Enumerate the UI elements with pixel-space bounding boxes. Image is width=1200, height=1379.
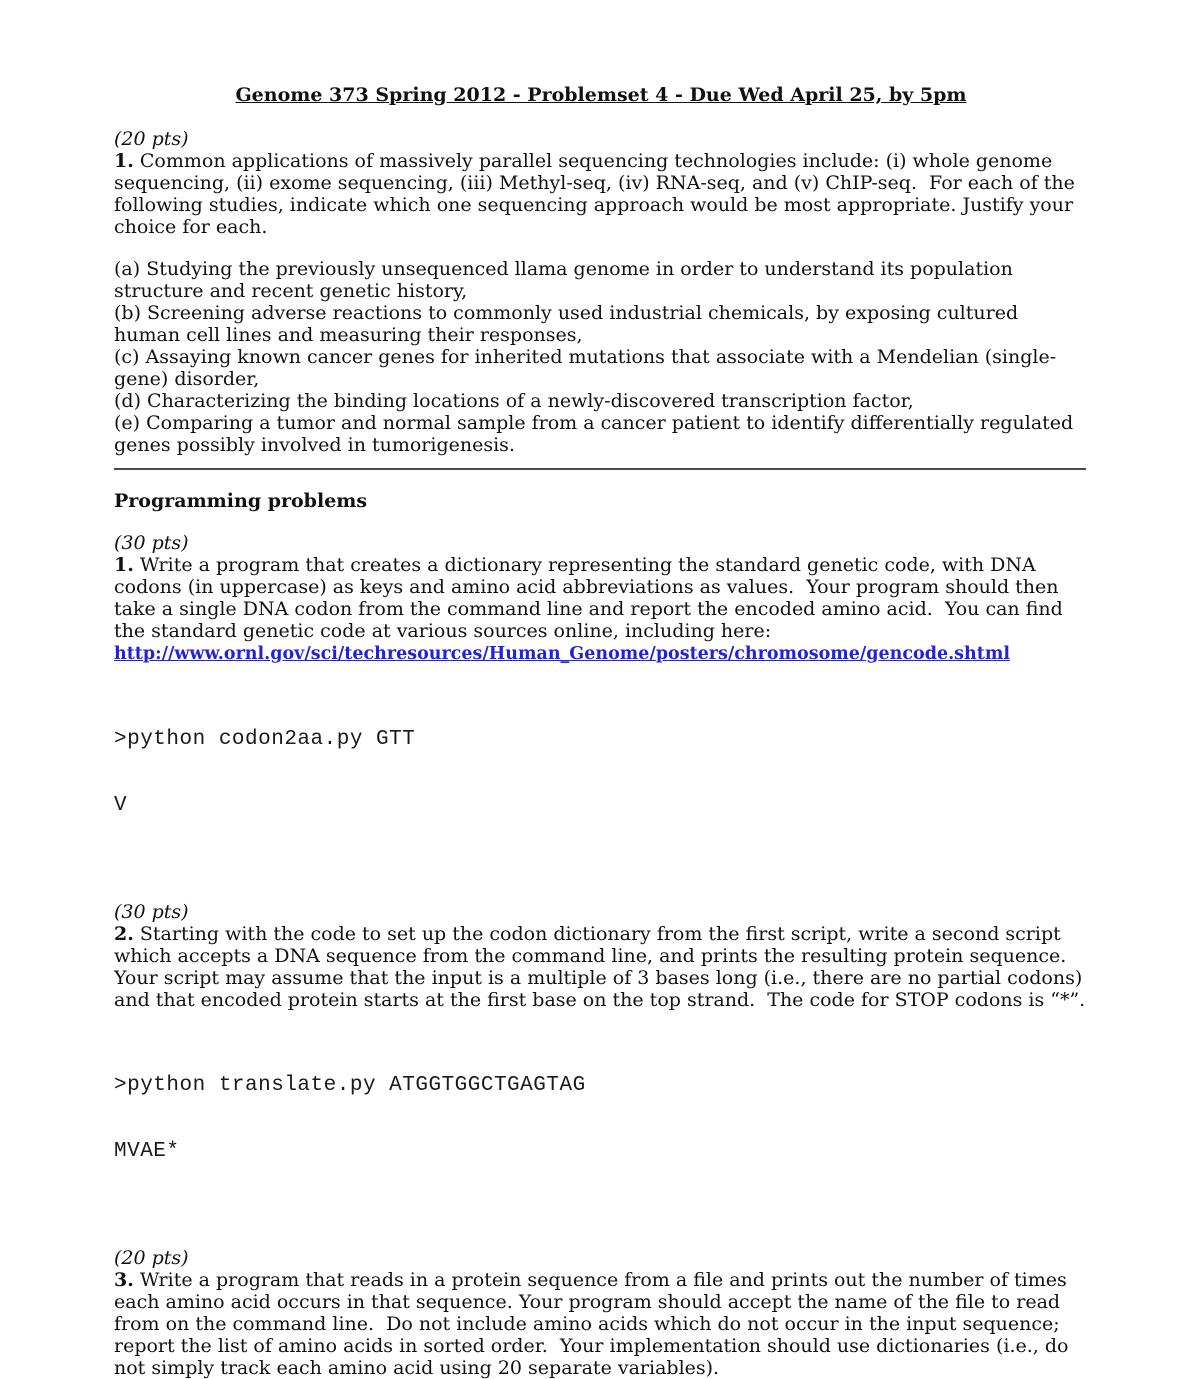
spacer — [114, 238, 1088, 258]
question1-item-e: (e) Comparing a tumor and normal sample from a cancer patient to identify differentially regulated genes possibly involved in tumorigenesis. — [114, 412, 1080, 456]
question1-text: Common applications of massively parallel sequencing technologies include: (i) whole genome sequencing, (ii) exome sequencing, (iii) Methyl-seq, (iv) RNA-seq, and (v) ChIP-seq. For each of the following studies, indicate which one sequencing approach would be most appropriate. Justify your choice for each. — [114, 150, 1081, 238]
question1-item-d: (d) Characterizing the binding locations of a newly-discovered transcription factor, — [114, 390, 914, 412]
problem2-number: 2. — [114, 923, 134, 945]
question1-points: (20 pts) — [114, 128, 189, 150]
question1-item-b: (b) Screening adverse reactions to commonly used industrial chemicals, by exposing cultured human cell lines and measuring their responses, — [114, 302, 1025, 346]
code-block-codon2aa — [114, 685, 1088, 861]
question1-item-c: (c) Assaying known cancer genes for inherited mutations that associate with a Mendelian (single-gene) disorder, — [114, 346, 1057, 390]
spacer — [114, 1011, 1088, 1031]
gencode-hyperlink[interactable]: http://www.ornl.gov/sci/techresources/Human_Genome/posters/chromosome/gencode.shtml — [114, 644, 1011, 664]
spacer — [114, 665, 1088, 685]
programming-problems-heading: Programming problems — [114, 490, 368, 512]
document-title: Genome 373 Spring 2012 - Problemset 4 - Due Wed April 25, by 5pm — [235, 84, 967, 106]
question1-number: 1. — [114, 150, 134, 172]
problem2-paragraph — [114, 923, 1088, 1011]
spacer — [114, 512, 1088, 532]
problem3-text: Write a program that reads in a protein sequence from a file and prints out the number of times each amino acid occurs in that sequence. Your program should accept the name of the file to read from on the command line. Do not include amino acids which do not occur in the input sequence; report the list of amino acids in sorted order. Your implementation should use dictionaries (i.e., do not simply track each amino acid using 20 separate variables). — [114, 1269, 1075, 1379]
problem1-number: 1. — [114, 554, 134, 576]
section-divider — [114, 468, 1086, 470]
problem1-text: Write a program that creates a dictionary representing the standard genetic code, with DNA codons (in uppercase) as keys and amino acid abbreviations as values. Your program should then take a single DNA codon from the command line and report the encoded amino acid. You can find the standard genetic code at various sources online, including here: — [114, 554, 1069, 642]
question1-item-a: (a) Studying the previously unsequenced llama genome in order to understand its population structure and recent genetic history, — [114, 258, 1019, 302]
spacer — [114, 861, 1088, 901]
spacer — [114, 1207, 1088, 1247]
problem3-number: 3. — [114, 1269, 134, 1291]
problem3-points: (20 pts) — [114, 1247, 189, 1269]
code-block-translate — [114, 1031, 1088, 1207]
problem1-paragraph — [114, 554, 1088, 642]
code-command-line: >python translate.py ATGGTGGCTGAGTAG — [114, 1074, 586, 1097]
problem3-paragraph — [114, 1269, 1088, 1379]
code-output-line: V — [114, 794, 128, 817]
problem2-points: (30 pts) — [114, 901, 189, 923]
problem2-text: Starting with the code to set up the codon dictionary from the first script, write a second script which accepts a DNA sequence from the command line, and prints the resulting protein sequence. Your script may assume that the input is a multiple of 3 bases long (i.e., there are no partial codons) and that encoded protein starts at the first base on the top strand. The code for STOP codons is “*”. — [114, 923, 1089, 1011]
code-output-line: MVAE* — [114, 1140, 180, 1163]
question1-paragraph — [114, 150, 1088, 238]
code-command-line: >python codon2aa.py GTT — [114, 728, 416, 751]
problem1-points: (30 pts) — [114, 532, 189, 554]
